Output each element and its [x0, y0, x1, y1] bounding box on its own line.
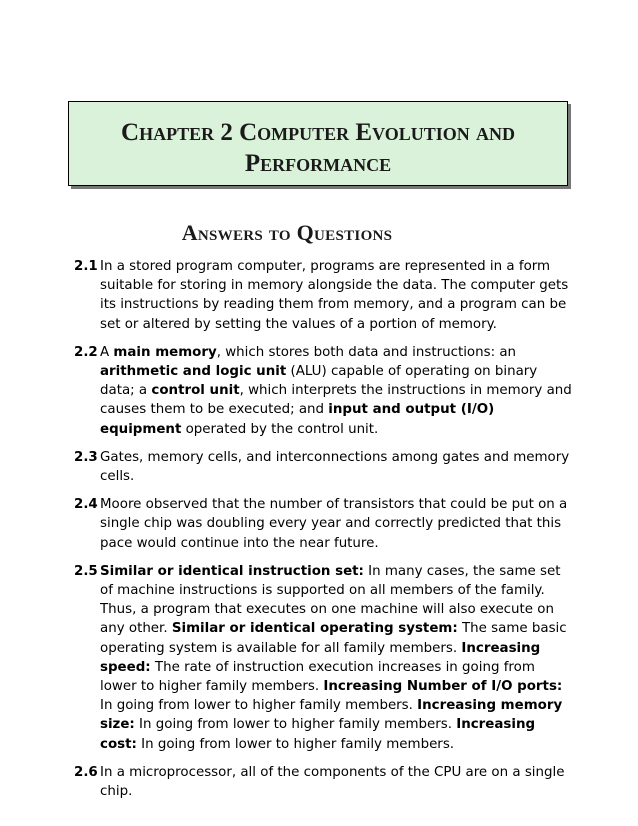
answer-item: [74, 562, 574, 754]
answer-text: [100, 763, 574, 801]
answer-bold-term: Increasing cost:: [100, 717, 536, 752]
answer-number: 2.6: [74, 764, 98, 780]
answer-text-run: Gates, memory cells, and interconnections among gates and memory cells.: [100, 449, 570, 485]
answer-text-run: operated by the control unit.: [181, 421, 379, 437]
answer-item: [74, 448, 574, 486]
answer-number: 2.2: [74, 344, 98, 360]
chapter-title-line-1: Chapter 2 Computer Evolution and: [121, 119, 515, 146]
answer-bold-term: input and output (I/O) equipment: [100, 402, 495, 437]
answer-text-run: In many cases, the same set of machine instructions is supported on all members of the family. Thus, a program that executes on one machine will also execute on any other.: [100, 563, 561, 637]
answer-bold-term: Increasing memory size:: [100, 698, 563, 733]
answer-text-run: , which interprets the instructions in memory and causes them to be executed; and: [100, 383, 572, 418]
answer-bold-term: main memory: [113, 344, 217, 360]
answer-text-run: , which stores both data and instructions: an: [216, 344, 517, 360]
answer-text-run: In going from lower to higher family members.: [136, 736, 455, 752]
answer-text-run: A: [100, 344, 114, 360]
chapter-title-box: [68, 101, 568, 186]
answer-text-run: Moore observed that the number of transistors that could be put on a single chip was doubling every year and correctly predicted that this pace would continue into the near future.: [100, 497, 568, 551]
answer-number: 2.3: [74, 449, 98, 465]
answers-list: [74, 257, 574, 810]
chapter-title-line-2: Performance: [244, 150, 392, 177]
answer-bold-term: control unit: [151, 383, 240, 399]
answers-heading-text: Answers to Questions: [181, 220, 393, 245]
answer-item: [74, 257, 574, 334]
answer-bold-term: Similar or identical operating system:: [171, 621, 458, 637]
answer-bold-term: arithmetic and logic unit: [100, 364, 287, 380]
answer-bold-term: Similar or identical instruction set:: [100, 563, 364, 579]
answer-text-run: The same basic operating system is available for all family members.: [100, 621, 567, 656]
answer-text-run: In going from lower to higher family members.: [134, 717, 457, 733]
answer-item: [74, 343, 574, 439]
answer-item: [74, 763, 574, 801]
answer-text-run: In going from lower to higher family members.: [100, 698, 418, 714]
answer-text: [100, 343, 574, 439]
answer-text: [100, 562, 574, 754]
answer-text-run: In a microprocessor, all of the components of the CPU are on a single chip.: [100, 764, 565, 800]
answer-number: 2.5: [74, 563, 98, 579]
answer-number: 2.4: [74, 497, 98, 513]
answer-bold-term: Increasing Number of I/O ports:: [323, 679, 563, 695]
answer-number: 2.1: [74, 259, 98, 274]
answer-text-run: The rate of instruction execution increases in going from lower to higher family members.: [100, 659, 535, 695]
answer-text: [100, 448, 574, 486]
answers-heading: [0, 220, 638, 246]
answer-bold-term: Increasing speed:: [100, 640, 541, 675]
answer-text-run: (ALU) capable of operating on binary data; a: [100, 364, 538, 399]
answer-item: [74, 495, 574, 553]
answer-text: [100, 257, 574, 334]
answer-text: [100, 495, 574, 553]
answer-text-run: In a stored program computer, programs are represented in a form suitable for storing in memory alongside the data. The computer gets its instructions by reading them from memory, and a program can be set or altered by setting the values of a portion of memory.: [100, 259, 569, 332]
